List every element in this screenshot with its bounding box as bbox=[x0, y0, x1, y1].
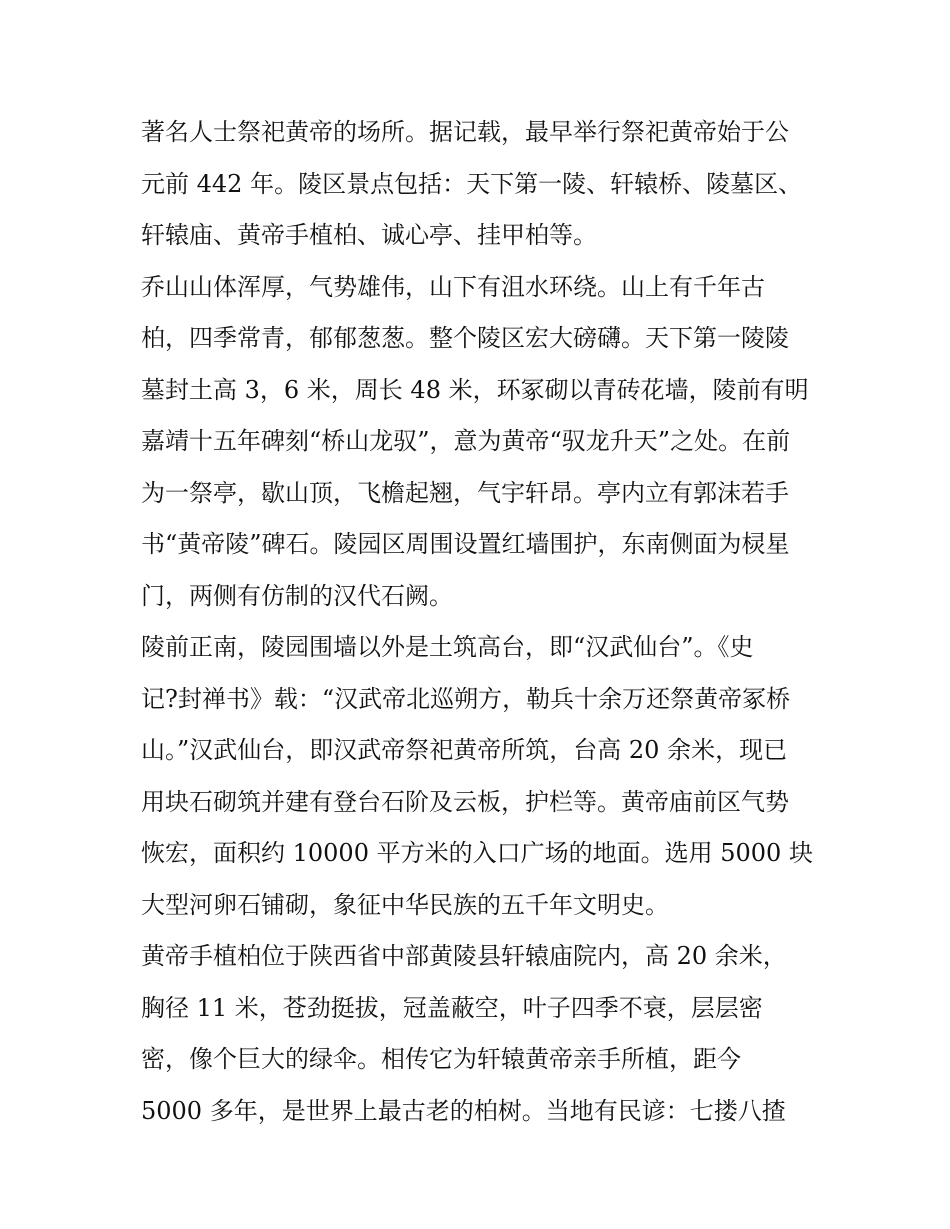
text-line: 大型河卵石铺砌，象征中华民族的五千年文明史。 bbox=[141, 890, 669, 919]
text-line: 5000 多年，是世界上最古老的柏树。当地有民谚：七搂八揸 bbox=[141, 1096, 786, 1125]
text-line: 柏，四季常青，郁郁葱葱。整个陵区宏大磅礴。天下第一陵陵 bbox=[141, 324, 789, 352]
text-line: 元前 442 年。陵区景点包括：天下第一陵、轩辕桥、陵墓区、 bbox=[141, 169, 803, 198]
text-line: 记?封禅书》载：“汉武帝北巡朔方，勒兵十余万还祭黄帝冢桥 bbox=[141, 684, 791, 713]
text-line: 陵前正南，陵园围墙以外是土筑高台，即“汉武仙台”。《史 bbox=[141, 633, 754, 661]
body-text bbox=[141, 107, 821, 1137]
text-line: 密，像个巨大的绿伞。相传它为轩辕黄帝亲手所植，距今 bbox=[141, 1045, 741, 1073]
text-line: 门，两侧有仿制的汉代石阙。 bbox=[141, 581, 453, 610]
text-line: 黄帝手植柏位于陕西省中部黄陵县轩辕庙院内，高 20 余米， bbox=[141, 942, 787, 970]
text-line: 山。”汉武仙台，即汉武帝祭祀黄帝所筑，台高 20 余米，现已 bbox=[141, 736, 788, 764]
text-line: 用块石砌筑并建有登台石阶及云板，护栏等。黄帝庙前区气势 bbox=[141, 787, 789, 816]
text-line: 著名人士祭祀黄帝的场所。据记载，最早举行祭祀黄帝始于公 bbox=[141, 118, 789, 146]
text-line: 嘉靖十五年碑刻“桥山龙驭”，意为黄帝“驭龙升天”之处。在前 bbox=[141, 427, 791, 455]
text-line: 轩辕庙、黄帝手植柏、诚心亭、挂甲柏等。 bbox=[141, 221, 597, 249]
text-line: 胸径 11 米，苍劲挺拔，冠盖蔽空，叶子四季不衰，层层密 bbox=[141, 993, 763, 1022]
text-line: 恢宏，面积约 10000 平方米的入口广场的地面。选用 5000 块 bbox=[141, 839, 813, 867]
text-line: 为一祭亭，歇山顶，飞檐起翘，气宇轩昂。亭内立有郭沫若手 bbox=[141, 478, 789, 507]
text-line: 乔山山体浑厚，气势雄伟，山下有沮水环绕。山上有千年古 bbox=[141, 272, 765, 301]
text-line: 墓封土高 3，6 米，周长 48 米，环冢砌以青砖花墙，陵前有明 bbox=[141, 375, 809, 404]
text-line: 书“黄帝陵”碑石。陵园区周围设置红墙围护，东南侧面为棂星 bbox=[141, 530, 790, 558]
